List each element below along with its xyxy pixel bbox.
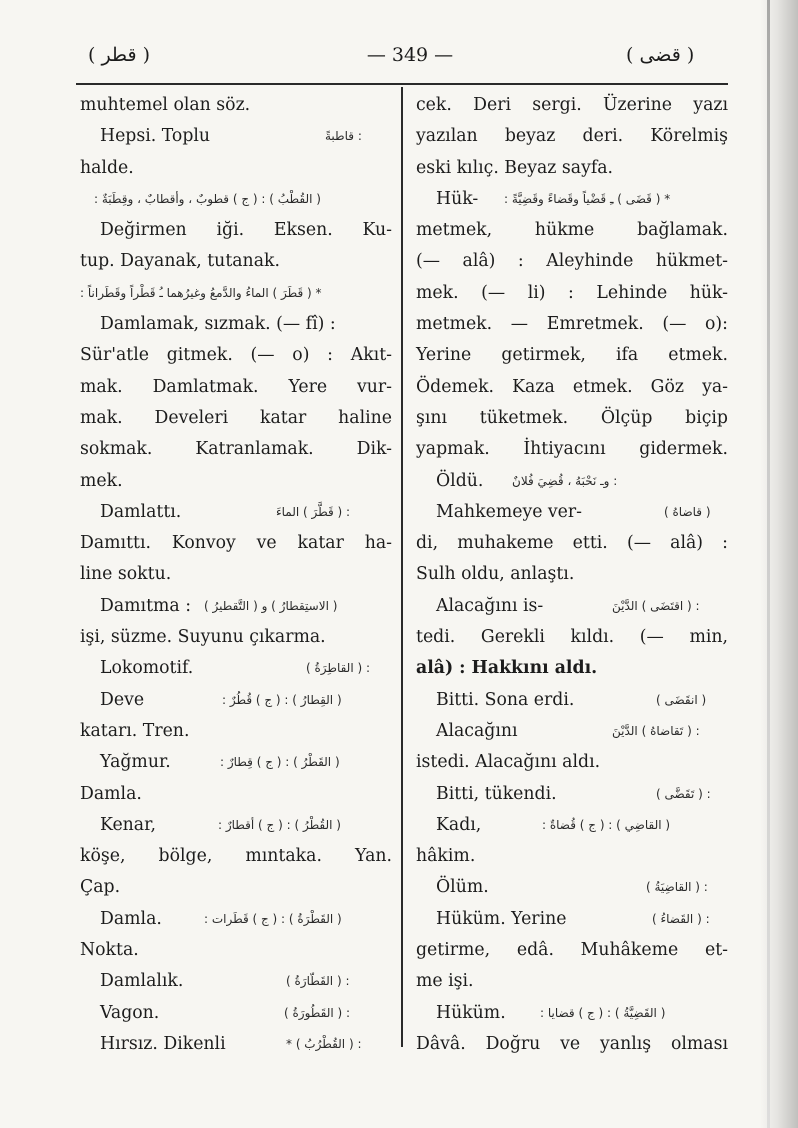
right-column	[416, 90, 728, 1060]
turkish-text: Damla.	[80, 783, 142, 804]
dictionary-line	[416, 497, 728, 528]
arabic-headword: ( القاضِي ) : ( ج ) قُضاةٌ :	[542, 817, 671, 832]
arabic-headword: : ( القُطْرُبُ ) *	[286, 1036, 362, 1051]
dictionary-line	[416, 904, 728, 935]
turkish-text: Ödemek. Kaza etmek. Göz ya-	[416, 376, 728, 397]
dictionary-line	[416, 403, 728, 434]
turkish-text: Bitti, tükendi.	[436, 783, 557, 804]
turkish-text: istedi. Alacağını aldı.	[416, 752, 601, 773]
arabic-headword: ( القُطْبُ ) : ( ج ) قطوبٌ ، وأقطابٌ ، وقِطَبَةٌ :	[94, 191, 321, 206]
dictionary-line	[416, 716, 728, 747]
dictionary-line	[80, 779, 392, 810]
page-number: — 349 —	[366, 44, 454, 66]
arabic-headword: ( القُطْرُ ) : ( ج ) أقطارٌ :	[218, 817, 341, 832]
turkish-text: işi, süzme. Suyunu çıkarma.	[80, 627, 326, 648]
arabic-headword: ( الاستِقطارُ ) و ( التَّقطيرُ )	[204, 598, 338, 613]
arabic-headword: ( انقَضَى )	[656, 692, 707, 707]
turkish-text: Sulh oldu, anlaştı.	[416, 564, 575, 585]
turkish-text: cek. Deri sergi. Üzerine yazı	[416, 95, 728, 115]
header-left-guide-word: ( قطر )	[88, 44, 151, 66]
arabic-headword: : ( تَقَضَّى )	[656, 786, 711, 801]
turkish-text: Hırsız. Dikenli	[100, 1033, 226, 1054]
turkish-text: Değirmen iği. Eksen. Ku-	[100, 220, 392, 241]
turkish-text: katarı. Tren.	[80, 720, 190, 741]
dictionary-line	[416, 622, 728, 653]
dictionary-line	[80, 278, 392, 309]
turkish-text: Hük-	[436, 188, 479, 209]
dictionary-line	[80, 747, 392, 778]
dictionary-line	[416, 90, 728, 121]
binding-edge	[767, 0, 770, 1128]
arabic-headword: : وـ نَحْبَهُ ، قُضِيَ فُلانٌ	[512, 473, 618, 488]
dictionary-line	[80, 215, 392, 246]
dictionary-line	[80, 1029, 392, 1060]
header-rule	[76, 83, 728, 85]
turkish-text: mek.	[80, 470, 123, 491]
arabic-headword: : ( اقتَضَى ) الدَّيْنَ	[612, 598, 700, 613]
arabic-headword: : ( القَطّارَةُ )	[286, 974, 350, 989]
dictionary-line	[80, 622, 392, 653]
turkish-text: Alacağını	[436, 720, 518, 741]
header-right-guide-word: ( قضى )	[626, 44, 695, 66]
page-edge-shadow	[760, 0, 798, 1128]
turkish-text: Alacağını is-	[436, 595, 544, 616]
turkish-text: tedi. Gerekli kıldı. (— min,	[416, 627, 728, 648]
dictionary-line	[80, 653, 392, 684]
turkish-text: şını tüketmek. Ölçüp biçip	[416, 407, 728, 428]
arabic-headword: ( القَطْرَةُ ) : ( ج ) قَطَرات :	[204, 911, 342, 926]
turkish-text: Ölüm.	[436, 877, 489, 898]
dictionary-line	[80, 246, 392, 277]
dictionary-line	[416, 841, 728, 872]
arabic-headword: ( القَطْرُ ) : ( ج ) قِطارٌ :	[220, 755, 340, 770]
turkish-text: Damlalık.	[100, 971, 184, 992]
turkish-text: Bitti. Sona erdi.	[436, 689, 575, 710]
dictionary-line	[416, 466, 728, 497]
turkish-text: Kadı,	[436, 814, 482, 835]
dictionary-line	[416, 184, 728, 215]
dictionary-line	[80, 184, 392, 215]
turkish-text: alâ) : Hakkını aldı.	[416, 658, 598, 679]
dictionary-line	[80, 153, 392, 184]
dictionary-line	[416, 653, 728, 684]
dictionary-line	[80, 685, 392, 716]
turkish-text: Hepsi. Toplu	[100, 126, 211, 147]
dictionary-line	[80, 998, 392, 1029]
dictionary-line	[80, 121, 392, 152]
arabic-headword: * ( قَطَرَ ) الماءُ والدَّمعُ وغيرُهما ـُ قَطْراً وقَطَراناً :	[80, 285, 322, 300]
dictionary-line	[80, 309, 392, 340]
arabic-headword: ( القِطارُ ) : ( ج ) قُطُرٌ :	[222, 692, 342, 707]
dictionary-line	[80, 872, 392, 903]
turkish-text: sokmak. Katranlamak. Dik-	[80, 439, 392, 460]
arabic-headword: : ( القَضاءُ )	[652, 911, 710, 926]
turkish-text: yapmak. İhtiyacını gidermek.	[416, 439, 728, 460]
dictionary-line	[416, 685, 728, 716]
turkish-text: Nokta.	[80, 940, 139, 961]
dictionary-line	[80, 340, 392, 371]
dictionary-line	[80, 966, 392, 997]
arabic-headword: : ( القاطِرَةُ )	[306, 661, 371, 676]
turkish-text: Damla.	[100, 908, 162, 929]
dictionary-line	[416, 810, 728, 841]
turkish-text: eski kılıç. Beyaz sayfa.	[416, 157, 614, 178]
dictionary-line	[416, 340, 728, 371]
turkish-text: Öldü.	[436, 470, 484, 491]
dictionary-line	[80, 559, 392, 590]
dictionary-line	[416, 591, 728, 622]
turkish-text: halde.	[80, 157, 134, 178]
arabic-headword: : ( تَقاضاهُ ) الدَّيْنَ	[612, 723, 700, 738]
turkish-text: köşe, bölge, mıntaka. Yan.	[80, 846, 392, 867]
dictionary-line	[416, 121, 728, 152]
turkish-text: Kenar,	[100, 814, 156, 835]
dictionary-line	[80, 434, 392, 465]
turkish-text: di, muhakeme etti. (— alâ) :	[416, 533, 728, 554]
dictionary-line	[80, 716, 392, 747]
arabic-headword: : ( قَطَّرَ ) الماءَ	[276, 504, 351, 519]
turkish-text: tup. Dayanak, tutanak.	[80, 251, 280, 272]
turkish-text: muhtemel olan söz.	[80, 95, 251, 115]
dictionary-line	[80, 841, 392, 872]
page-header	[0, 44, 798, 80]
dictionary-line	[80, 90, 392, 121]
dictionary-line	[416, 559, 728, 590]
arabic-headword: ( قاضاهُ )	[664, 504, 711, 519]
dictionary-line	[80, 904, 392, 935]
turkish-text: hâkim.	[416, 846, 476, 867]
turkish-text: (— alâ) : Aleyhinde hükmet-	[416, 251, 728, 272]
dictionary-line	[80, 810, 392, 841]
turkish-text: Damıttı. Konvoy ve katar ha-	[80, 533, 392, 554]
arabic-headword: : ( القاضِيَةُ )	[646, 880, 708, 895]
turkish-text: line soktu.	[80, 564, 172, 585]
dictionary-line	[416, 309, 728, 340]
dictionary-line	[80, 935, 392, 966]
turkish-text: yazılan beyaz deri. Körelmiş	[416, 126, 728, 147]
dictionary-line	[416, 246, 728, 277]
dictionary-line	[416, 153, 728, 184]
left-column	[80, 90, 392, 1060]
turkish-text: metmek, hükme bağlamak.	[416, 220, 728, 241]
dictionary-line	[416, 372, 728, 403]
arabic-headword: ( القَضِيَّةُ ) : ( ج ) قضايا :	[540, 1005, 666, 1020]
dictionary-line	[416, 935, 728, 966]
turkish-text: Dâvâ. Doğru ve yanlış olması	[416, 1033, 728, 1054]
turkish-text: Damlattı.	[100, 501, 182, 522]
turkish-text: Sür'atle gitmek. (— o) : Akıt-	[80, 345, 392, 366]
dictionary-line	[416, 779, 728, 810]
dictionary-line	[80, 528, 392, 559]
arabic-headword: * ( قَضَى ) ـِ قَضْياً وقَضاءً وقَضِيَّةً :	[504, 191, 671, 206]
dictionary-line	[80, 466, 392, 497]
turkish-text: Çap.	[80, 877, 121, 898]
turkish-text: Damlamak, sızmak. (— fî) :	[100, 314, 336, 335]
turkish-text: Mahkemeye ver-	[436, 501, 583, 522]
dictionary-line	[80, 591, 392, 622]
turkish-text: me işi.	[416, 971, 474, 992]
dictionary-line	[80, 372, 392, 403]
turkish-text: getirme, edâ. Muhâkeme et-	[416, 940, 728, 961]
turkish-text: mak. Develeri katar haline	[80, 407, 392, 428]
dictionary-line	[416, 278, 728, 309]
turkish-text: Damıtma :	[100, 595, 192, 616]
dictionary-line	[416, 998, 728, 1029]
turkish-text: Yağmur.	[100, 752, 171, 773]
turkish-text: Hüküm. Yerine	[436, 908, 567, 929]
turkish-text: Yerine getirmek, ifa etmek.	[416, 345, 728, 366]
arabic-headword: : قاطبةً	[325, 129, 362, 144]
dictionary-line	[416, 747, 728, 778]
dictionary-line	[416, 966, 728, 997]
dictionary-line	[80, 403, 392, 434]
arabic-headword: : ( القَطُورَةُ )	[284, 1005, 351, 1020]
turkish-text: metmek. — Emretmek. (— o):	[416, 314, 728, 335]
dictionary-line	[416, 872, 728, 903]
turkish-text: mek. (— li) : Lehinde hük-	[416, 282, 728, 303]
column-divider	[401, 87, 403, 1047]
dictionary-line	[416, 215, 728, 246]
turkish-text: mak. Damlatmak. Yere vur-	[80, 376, 392, 397]
dictionary-line	[416, 1029, 728, 1060]
dictionary-line	[416, 434, 728, 465]
turkish-text: Hüküm.	[436, 1002, 506, 1023]
turkish-text: Vagon.	[100, 1002, 160, 1023]
dictionary-line	[80, 497, 392, 528]
turkish-text: Lokomotif.	[100, 658, 194, 679]
turkish-text: Deve	[100, 689, 145, 710]
dictionary-line	[416, 528, 728, 559]
